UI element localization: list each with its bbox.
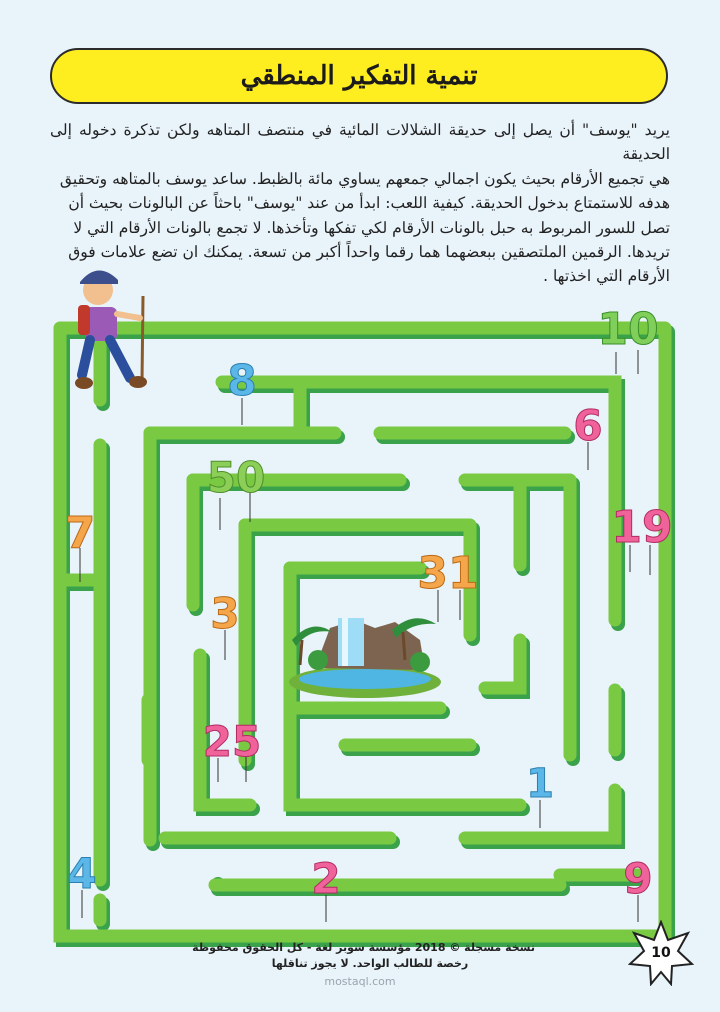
- balloon-number: 8: [227, 356, 257, 405]
- instructions-line: تريدها. الرقمين الملتصقين ببعضهما هما رقما واحداً أكبر من تسعة. يمكنك ان تضع علامات فوق: [68, 243, 670, 262]
- watermark: mostaql.com: [324, 975, 396, 988]
- license-line: رخصة للطالب الواحد. لا يجوز تناقلها: [271, 957, 469, 970]
- copyright-footer: [192, 940, 535, 972]
- balloon-number: 2: [311, 854, 341, 903]
- balloon-number: 25: [202, 717, 262, 766]
- instructions-line: تصل للسور المربوط به حبل بالونات الأرقام لكي تفكها وتأخذها. لا تجمع بالونات الأرقام التي لا: [73, 218, 670, 237]
- instructions-line: هدفه للاستمتاع بدخول الحديقة. كيفية اللعب: ابدأ من عند "يوسف" باحثاً عن البالونات بحيث أن: [68, 194, 670, 213]
- balloon: [311, 854, 340, 922]
- balloon-number: 19: [611, 502, 673, 553]
- instructions-line: هي تجميع الأرقام بحيث يكون اجمالي جمعهم يساوي مائة بالظبط. ساعد يوسف بالمتاهه وتحقيق: [59, 169, 670, 188]
- balloon-number: 4: [67, 849, 97, 898]
- page-number: 10: [651, 945, 671, 961]
- instructions-line: الأرقام التي اخذتها .: [543, 267, 670, 286]
- balloon: [526, 761, 554, 828]
- instructions-line: يريد "يوسف" أن يصل إلى حديقة الشلالات المائية في منتصف المتاهه ولكن تذكرة دخوله إلى الحديقة: [50, 121, 670, 164]
- balloon-number: 10: [597, 304, 659, 355]
- balloon-number: 6: [573, 401, 603, 450]
- balloon-number: 1: [526, 761, 554, 807]
- balloon: [67, 849, 96, 918]
- waterfall-garden-icon: [289, 618, 441, 698]
- balloon-number: 7: [64, 508, 96, 559]
- balloon: [210, 589, 239, 660]
- balloon: [573, 401, 602, 470]
- balloon: [207, 453, 265, 530]
- page-title: تنمية التفكير المنطقي: [240, 61, 478, 91]
- balloon: [597, 304, 658, 374]
- balloon-number: 9: [623, 854, 653, 903]
- balloon: [623, 854, 652, 922]
- copyright-line: نسخة مسجلة © 2018 مؤسسة سوبر لغة - كل الحقوق محفوظة: [192, 941, 535, 954]
- balloon: [203, 717, 261, 782]
- balloon-number: 50: [206, 453, 266, 502]
- balloon-number: 3: [210, 589, 240, 638]
- page-number-badge: [628, 920, 694, 986]
- balloon-number: 31: [417, 548, 479, 599]
- balloon: [227, 356, 256, 425]
